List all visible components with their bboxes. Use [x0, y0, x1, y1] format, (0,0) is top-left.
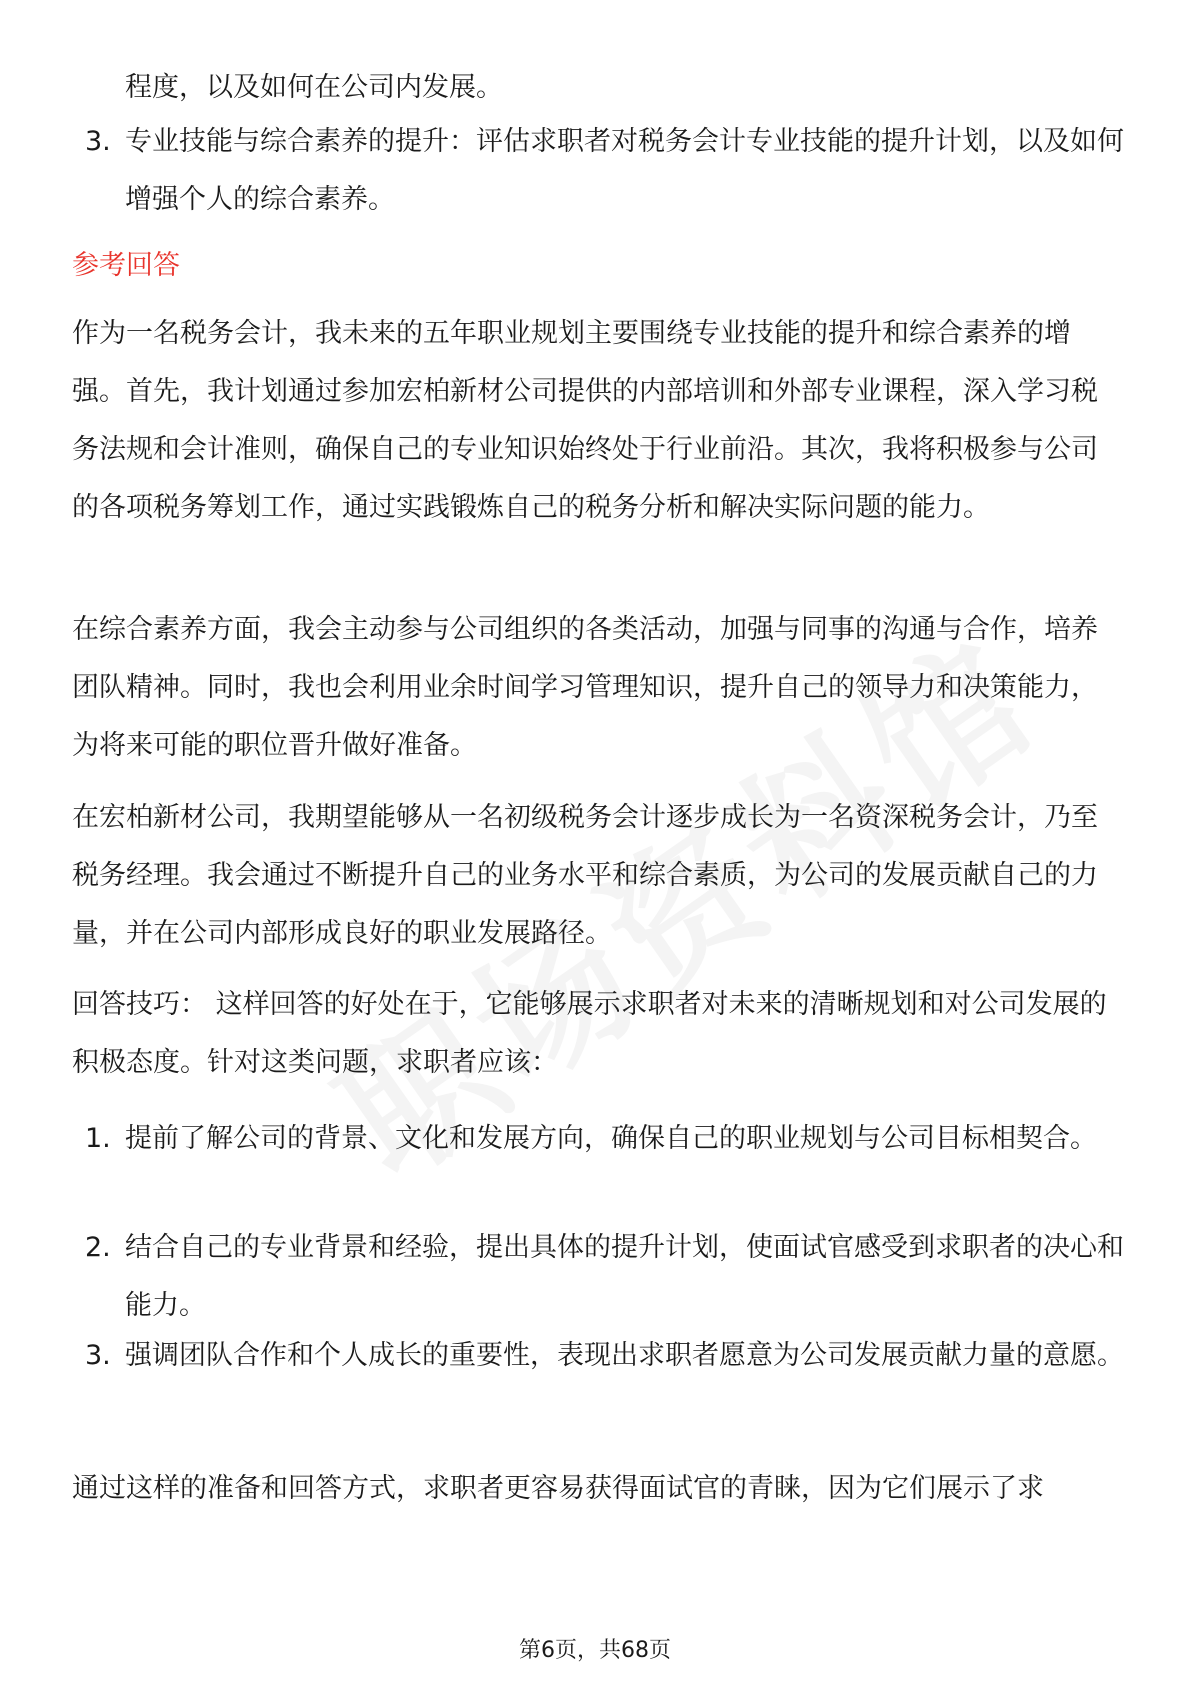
list-number: 3.	[85, 126, 111, 157]
list-item	[85, 113, 1125, 229]
list-item	[85, 1327, 1125, 1385]
paragraph: 在宏柏新材公司，我期望能够从一名初级税务会计逐步成长为一名资深税务会计，乃至税务经理。我会通过不断提升自己的业务水平和综合素质，为公司的发展贡献自己的力量，并在公司内部形成良好的职业发展路径。	[72, 802, 1098, 949]
list-item	[85, 1219, 1125, 1335]
list-item-text: 专业技能与综合素养的提升：评估求职者对税务会计专业技能的提升计划，以及如何增强个人的综合素养。	[125, 126, 1124, 215]
section-heading: 参考回答	[72, 250, 180, 281]
list-number: 1.	[85, 1123, 111, 1154]
list-item	[85, 1110, 1125, 1168]
list-item-text: 结合自己的专业背景和经验，提出具体的提升计划，使面试官感受到求职者的决心和能力。	[125, 1232, 1124, 1321]
continuation-text: 程度，以及如何在公司内发展。	[125, 72, 503, 103]
list-number: 3.	[85, 1340, 111, 1371]
paragraph: 在综合素养方面，我会主动参与公司组织的各类活动，加强与同事的沟通与合作，培养团队精神。同时，我也会利用业余时间学习管理知识，提升自己的领导力和决策能力，为将来可能的职位晋升做好准备。	[72, 614, 1098, 761]
paragraph: 作为一名税务会计，我未来的五年职业规划主要围绕专业技能的提升和综合素养的增强。首先，我计划通过参加宏柏新材公司提供的内部培训和外部专业课程，深入学习税务法规和会计准则，确保自己的专业知识始终处于行业前沿。其次，我将积极参与公司的各项税务筹划工作，通过实践锻炼自己的税务分析和解决实际问题的能力。	[72, 318, 1098, 523]
closing-text: 通过这样的准备和回答方式，求职者更容易获得面试官的青睐，因为它们展示了求	[72, 1473, 1044, 1504]
list-item-text: 强调团队合作和个人成长的重要性，表现出求职者愿意为公司发展贡献力量的意愿。	[125, 1340, 1124, 1371]
answer-tips-paragraph: 回答技巧： 这样回答的好处在于，它能够展示求职者对未来的清晰规划和对公司发展的积极态度。针对这类问题，求职者应该：	[72, 989, 1107, 1078]
list-number: 2.	[85, 1232, 111, 1263]
page-number: 第6页，共68页	[519, 1638, 671, 1663]
list-item-text: 提前了解公司的背景、文化和发展方向，确保自己的职业规划与公司目标相契合。	[125, 1123, 1097, 1154]
